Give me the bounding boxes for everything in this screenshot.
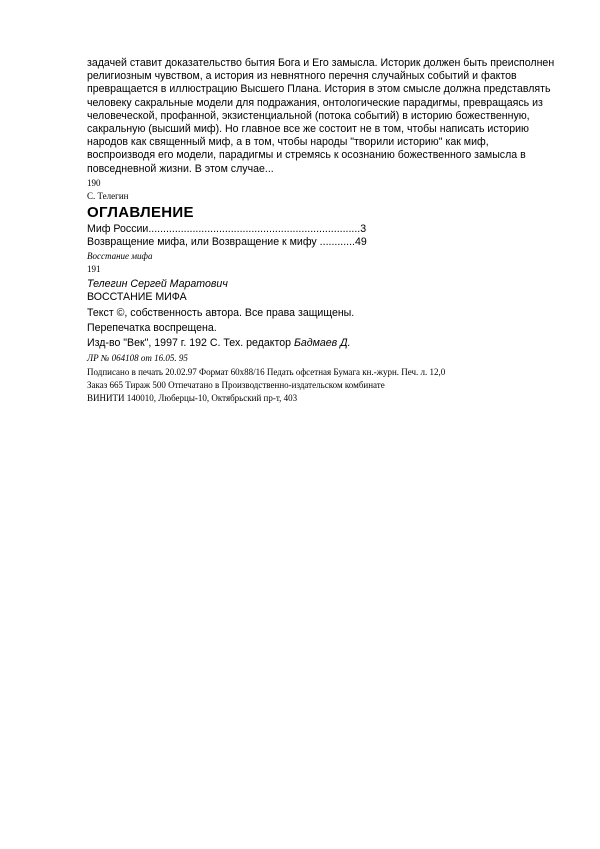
running-header-author: С. Телегин xyxy=(87,190,129,201)
paragraph-line: религиозным чувством, а история из невнятного перечня случайных событий и фактов xyxy=(87,70,517,83)
paragraph-line: воспроизводя его модели, парадигмы и стремясь к осознанию божественного замысла в xyxy=(87,149,526,162)
colophon-copyright: Текст ©, собственность автора. Все права защищены. xyxy=(87,306,355,319)
colophon-reprint: Перепечатка воспрещена. xyxy=(87,321,217,334)
colophon-publisher xyxy=(87,337,557,350)
paragraph-line: человеку сакральные модели для подражания, онтологические парадигмы, превращаясь из xyxy=(87,96,543,109)
toc-entry[interactable] xyxy=(87,223,557,236)
colophon-license: ЛР № 064108 от 16.05. 95 xyxy=(87,353,188,364)
colophon-print-details: Подписано в печать 20.02.97 Формат 60х88/16 Педать офсетная Бумага кн.-журн. Печ. л. 12,0 xyxy=(87,367,446,378)
paragraph-line: задачей ставит доказательство бытия Бога и Его замысла. Историк должен быть преисполнен xyxy=(87,57,555,69)
paragraph-line: повседневной жизни. В этом случае... xyxy=(87,162,274,175)
colophon-editor: Бадмаев Д. xyxy=(293,337,351,350)
page-number: 190 xyxy=(87,177,101,188)
toc-entry-page: 3 xyxy=(360,222,367,235)
colophon-order-details: Заказ 665 Тираж 500 Отпечатано в Производственно-издательском комбинате xyxy=(87,380,385,391)
paragraph-line: превращается в иллюстрацию Высшего Плана. История в этом смысле должна представлять xyxy=(87,83,551,96)
toc-entry-title: Возвращение мифа, или Возвращение к мифу xyxy=(87,236,317,249)
colophon-book-title: ВОССТАНИЕ МИФА xyxy=(87,291,187,304)
toc-entry-leader: ............ xyxy=(316,236,355,249)
toc-entry-page: 49 xyxy=(355,236,367,249)
page-number: 191 xyxy=(87,264,101,275)
toc-entry[interactable] xyxy=(87,236,557,249)
colophon-author: Телегин Сергей Маратович xyxy=(87,278,228,291)
body-paragraph xyxy=(87,57,557,176)
document-page xyxy=(87,57,557,404)
colophon-publisher-text: Изд-во "Век", 1997 г. 192 С. Тех. редактор xyxy=(87,337,294,350)
paragraph-line: человеческой, профанной, экзистенциальной (потока событий) в историю божественную, xyxy=(87,109,530,122)
paragraph-line: сакральную (высший миф). Но главное все же состоит не в том, чтобы написать историю xyxy=(87,123,529,136)
toc-heading: ОГЛАВЛЕНИЕ xyxy=(87,203,194,221)
paragraph-line: народов как священный миф, а в том, чтобы народы "творили историю" как миф, xyxy=(87,136,489,149)
running-header-title: Восстание мифа xyxy=(87,251,153,262)
toc-entry-title: Миф России xyxy=(87,222,149,235)
toc-entry-leader: ........................................................................ xyxy=(148,222,361,235)
colophon-address: ВИНИТИ 140010, Люберцы-10, Октябрьский пр-т, 403 xyxy=(87,393,298,404)
